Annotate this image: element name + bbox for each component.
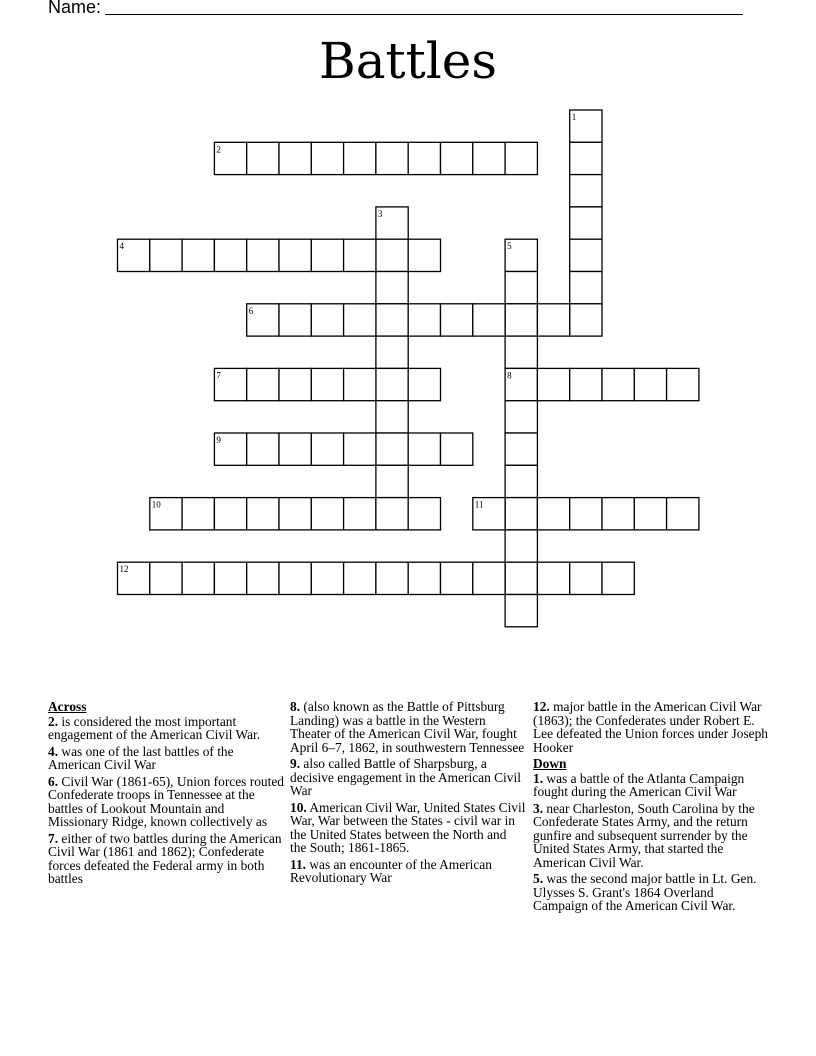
grid-cell[interactable] <box>505 304 537 336</box>
grid-cell[interactable] <box>376 239 408 271</box>
grid-cell[interactable] <box>344 142 376 174</box>
grid-cell[interactable] <box>408 368 440 400</box>
grid-cell[interactable] <box>602 368 634 400</box>
grid-cell[interactable] <box>279 304 311 336</box>
grid-cell[interactable] <box>344 498 376 530</box>
clue-number-8: 8 <box>507 370 512 381</box>
grid-cell[interactable] <box>505 272 537 304</box>
page-title: Battles <box>319 32 497 90</box>
grid-cell[interactable] <box>634 368 666 400</box>
clue-column-3 <box>533 700 769 916</box>
grid-cell[interactable] <box>505 595 537 627</box>
grid-cell[interactable] <box>408 562 440 594</box>
grid-cell[interactable] <box>473 142 505 174</box>
grid-cell[interactable] <box>408 239 440 271</box>
grid-cell[interactable] <box>247 498 279 530</box>
grid-cell[interactable] <box>505 433 537 465</box>
clue-number: 8. <box>290 699 301 714</box>
grid-cell[interactable] <box>441 142 473 174</box>
grid-cell[interactable] <box>570 175 602 207</box>
grid-cell[interactable] <box>537 368 569 400</box>
clue-number-9: 9 <box>216 435 221 445</box>
grid-cell[interactable] <box>376 433 408 465</box>
grid-cell[interactable] <box>311 498 343 530</box>
clue-number: 12. <box>533 699 550 714</box>
grid-cell[interactable] <box>505 562 537 594</box>
clue-column-1 <box>48 700 284 889</box>
clue-across-2 <box>48 715 284 742</box>
clue-number-1: 1 <box>571 112 577 122</box>
clue-number-10: 10 <box>151 499 161 510</box>
clue-text: major battle in the American Civil War (1863); the Confederates under Robert E. Lee defeated the Union forces under Joseph Hooker <box>533 699 768 755</box>
clue-number: 3. <box>533 800 544 816</box>
grid-cell[interactable] <box>279 562 311 594</box>
grid-cell[interactable] <box>247 142 279 174</box>
grid-cell[interactable] <box>570 304 602 336</box>
grid-cell[interactable] <box>408 304 440 336</box>
grid-cell[interactable] <box>505 465 537 497</box>
grid-cell[interactable] <box>279 239 311 271</box>
grid-cell[interactable] <box>376 562 408 594</box>
grid-cell[interactable] <box>408 498 440 530</box>
grid-cell[interactable] <box>473 304 505 336</box>
grid-cell[interactable] <box>602 498 634 530</box>
across-heading: Across <box>48 699 87 714</box>
clue-number-5: 5 <box>507 241 512 252</box>
grid-cell[interactable] <box>441 304 473 336</box>
grid-cell[interactable] <box>311 142 343 174</box>
grid-cell[interactable] <box>602 562 634 594</box>
clue-text: is considered the most important engagement of the American Civil War. <box>48 713 261 742</box>
grid-cell[interactable] <box>279 368 311 400</box>
grid-cell[interactable] <box>408 142 440 174</box>
clue-number: 5. <box>533 871 544 886</box>
grid-cell[interactable] <box>311 304 343 336</box>
grid-cell[interactable] <box>376 498 408 530</box>
clue-text: either of two battles during the American Civil War (1861 and 1862); Confederate forces defeated the Federal army in both battles <box>48 830 282 886</box>
grid-cell[interactable] <box>376 368 408 400</box>
clue-number-4: 4 <box>119 241 124 252</box>
clue-column-2 <box>290 700 526 888</box>
grid-cell[interactable] <box>344 562 376 594</box>
grid-cell[interactable] <box>311 239 343 271</box>
clue-text: also called Battle of Sharpsburg, a decisive engagement in the American Civil War <box>290 756 521 798</box>
grid-cell[interactable] <box>505 498 537 530</box>
clue-across-10 <box>290 801 526 855</box>
grid-cell[interactable] <box>441 433 473 465</box>
clue-text: was an encounter of the American Revolutionary War <box>290 856 492 885</box>
grid-cell[interactable] <box>376 304 408 336</box>
grid-cell[interactable] <box>570 498 602 530</box>
clue-number: 4. <box>48 743 59 759</box>
clue-down-5 <box>533 872 769 913</box>
grid-cell[interactable] <box>150 562 182 594</box>
grid-cell[interactable] <box>344 239 376 271</box>
clue-number-3: 3 <box>377 208 383 219</box>
clue-number: 10. <box>290 799 307 815</box>
clue-number: 1. <box>533 770 544 786</box>
grid-cell[interactable] <box>473 562 505 594</box>
grid-cell[interactable] <box>537 562 569 594</box>
clue-across-9 <box>290 757 526 798</box>
grid-cell[interactable] <box>376 272 408 304</box>
clue-text: was the second major battle in Lt. Gen. Ulysses S. Grant's 1864 Overland Campaign of the American Civil War. <box>533 871 757 913</box>
grid-cell[interactable] <box>247 239 279 271</box>
grid-cell[interactable] <box>441 562 473 594</box>
grid-cell[interactable] <box>570 207 602 239</box>
clue-number: 6. <box>48 773 59 789</box>
grid-cell[interactable] <box>634 498 666 530</box>
clue-text: American Civil War, United States Civil War, War between the States - civil war in the United States between the North and the South; 1861-1865. <box>290 799 526 855</box>
grid-cell[interactable] <box>182 562 214 594</box>
clue-number-6: 6 <box>248 305 254 316</box>
grid-cell[interactable] <box>570 562 602 594</box>
grid-cell[interactable] <box>311 433 343 465</box>
clue-across-11 <box>290 858 526 885</box>
grid-cell[interactable] <box>214 562 246 594</box>
grid-cell[interactable] <box>376 465 408 497</box>
down-heading: Down <box>533 756 567 771</box>
grid-cell[interactable] <box>344 433 376 465</box>
name-label: Name: <box>48 0 102 17</box>
clue-across-8 <box>290 700 526 754</box>
clue-text: was a battle of the Atlanta Campaign fought during the American Civil War <box>533 770 745 799</box>
clue-number: 11. <box>290 856 306 872</box>
clue-text: was one of the last battles of the American Civil War <box>48 743 234 772</box>
clue-text: Civil War (1861-65), Union forces routed Confederate troops in Tennessee at the battles of Lookout Mountain and Missionary Ridge, known collectively as <box>48 773 284 829</box>
grid-cell[interactable] <box>247 368 279 400</box>
grid-cell[interactable] <box>279 433 311 465</box>
clue-number-2: 2 <box>216 144 221 155</box>
clue-number: 7. <box>48 830 59 846</box>
grid-cell[interactable] <box>505 401 537 433</box>
grid-cell[interactable] <box>505 530 537 562</box>
clue-text: (also known as the Battle of Pittsburg Landing) was a battle in the Western Theater of the American Civil War, fought April 6–7, 1862, in southwestern Tennessee <box>290 699 525 755</box>
grid-cell[interactable] <box>667 368 699 400</box>
grid-cell[interactable] <box>376 142 408 174</box>
clue-across-7 <box>48 832 284 886</box>
grid-cell[interactable] <box>214 239 246 271</box>
grid-cell[interactable] <box>376 336 408 368</box>
grid-cell[interactable] <box>537 498 569 530</box>
clue-across-4 <box>48 745 284 772</box>
grid-cell[interactable] <box>570 142 602 174</box>
grid-cell[interactable] <box>182 498 214 530</box>
grid-cell[interactable] <box>311 368 343 400</box>
clue-text: near Charleston, South Carolina by the Confederate States Army, and the return gunfire and subsequent surrender by the United States Army, that started the American Civil War. <box>533 800 755 870</box>
clue-number: 2. <box>48 713 59 729</box>
grid-cell[interactable] <box>408 433 440 465</box>
clue-number-12: 12 <box>119 564 129 575</box>
grid-cell[interactable] <box>311 562 343 594</box>
grid-cell[interactable] <box>376 401 408 433</box>
grid-cell[interactable] <box>505 336 537 368</box>
grid-cell[interactable] <box>279 498 311 530</box>
grid-cell[interactable] <box>505 142 537 174</box>
clue-down-3 <box>533 802 769 870</box>
clue-number-11: 11 <box>474 499 484 510</box>
grid-cell[interactable] <box>537 304 569 336</box>
clue-number-7: 7 <box>216 370 221 381</box>
grid-cell[interactable] <box>344 368 376 400</box>
grid-cell[interactable] <box>182 239 214 271</box>
grid-cell[interactable] <box>214 498 246 530</box>
grid-cell[interactable] <box>247 433 279 465</box>
grid-cell[interactable] <box>344 304 376 336</box>
grid-cell[interactable] <box>570 239 602 271</box>
clue-down-1 <box>533 772 769 799</box>
grid-cell[interactable] <box>570 272 602 304</box>
grid-cell[interactable] <box>570 368 602 400</box>
clue-across-6 <box>48 775 284 829</box>
grid-cell[interactable] <box>150 239 182 271</box>
grid-cell[interactable] <box>667 498 699 530</box>
clue-across-12 <box>533 700 769 754</box>
clue-number: 9. <box>290 756 301 771</box>
grid-cell[interactable] <box>279 142 311 174</box>
grid-cell[interactable] <box>247 562 279 594</box>
